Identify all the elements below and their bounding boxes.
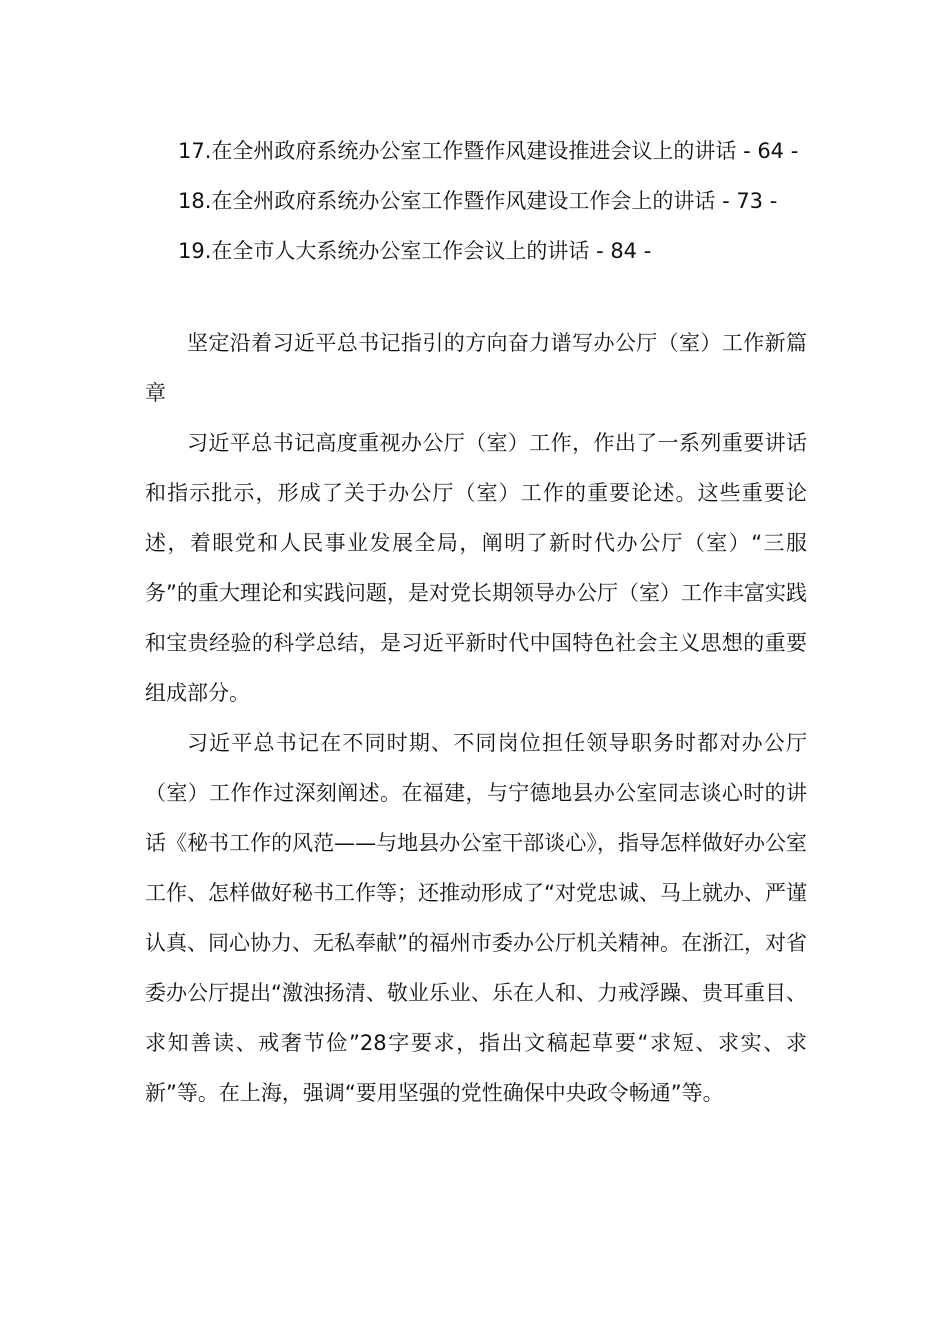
toc-entry-17: 17.在全州政府系统办公室工作暨作风建设推进会议上的讲话 - 64 -: [178, 139, 799, 163]
article: [145, 318, 807, 1118]
table-of-contents: [145, 126, 807, 276]
toc-entry-19: 19.在全市人大系统办公室工作会议上的讲话 - 84 -: [178, 239, 652, 263]
paragraph-1: 习近平总书记高度重视办公厅（室）工作，作出了一系列重要讲话和指示批示，形成了关于办公厅（室）工作的重要论述。这些重要论述，着眼党和人民事业发展全局，阐明了新时代办公厅（室）“三服务”的重大理论和实践问题，是对党长期领导办公厅（室）工作丰富实践和宝贵经验的科学总结，是习近平新时代中国特色社会主义思想的重要组成部分。: [145, 431, 807, 705]
article-paragraphs: [145, 418, 807, 1118]
document-body: [145, 126, 807, 1118]
article-title: 坚定沿着习近平总书记指引的方向奋力谱写办公厅（室）工作新篇章: [145, 331, 807, 405]
paragraph-2: 习近平总书记在不同时期、不同岗位担任领导职务时都对办公厅（室）工作作过深刻阐述。在福建，与宁德地县办公室同志谈心时的讲话《秘书工作的风范——与地县办公室干部谈心》，指导怎样做好办公室工作、怎样做好秘书工作等；还推动形成了“对党忠诚、马上就办、严谨认真、同心协力、无私奉献”的福州市委办公厅机关精神。在浙江，对省委办公厅提出“激浊扬清、敬业乐业、乐在人和、力戒浮躁、贵耳重目、求知善读、戒奢节俭”28字要求，指出文稿起草要“求短、求实、求新”等。在上海，强调“要用坚强的党性确保中央政令畅通”等。: [145, 731, 807, 1105]
toc-entry-18: 18.在全州政府系统办公室工作暨作风建设工作会上的讲话 - 73 -: [178, 189, 778, 213]
